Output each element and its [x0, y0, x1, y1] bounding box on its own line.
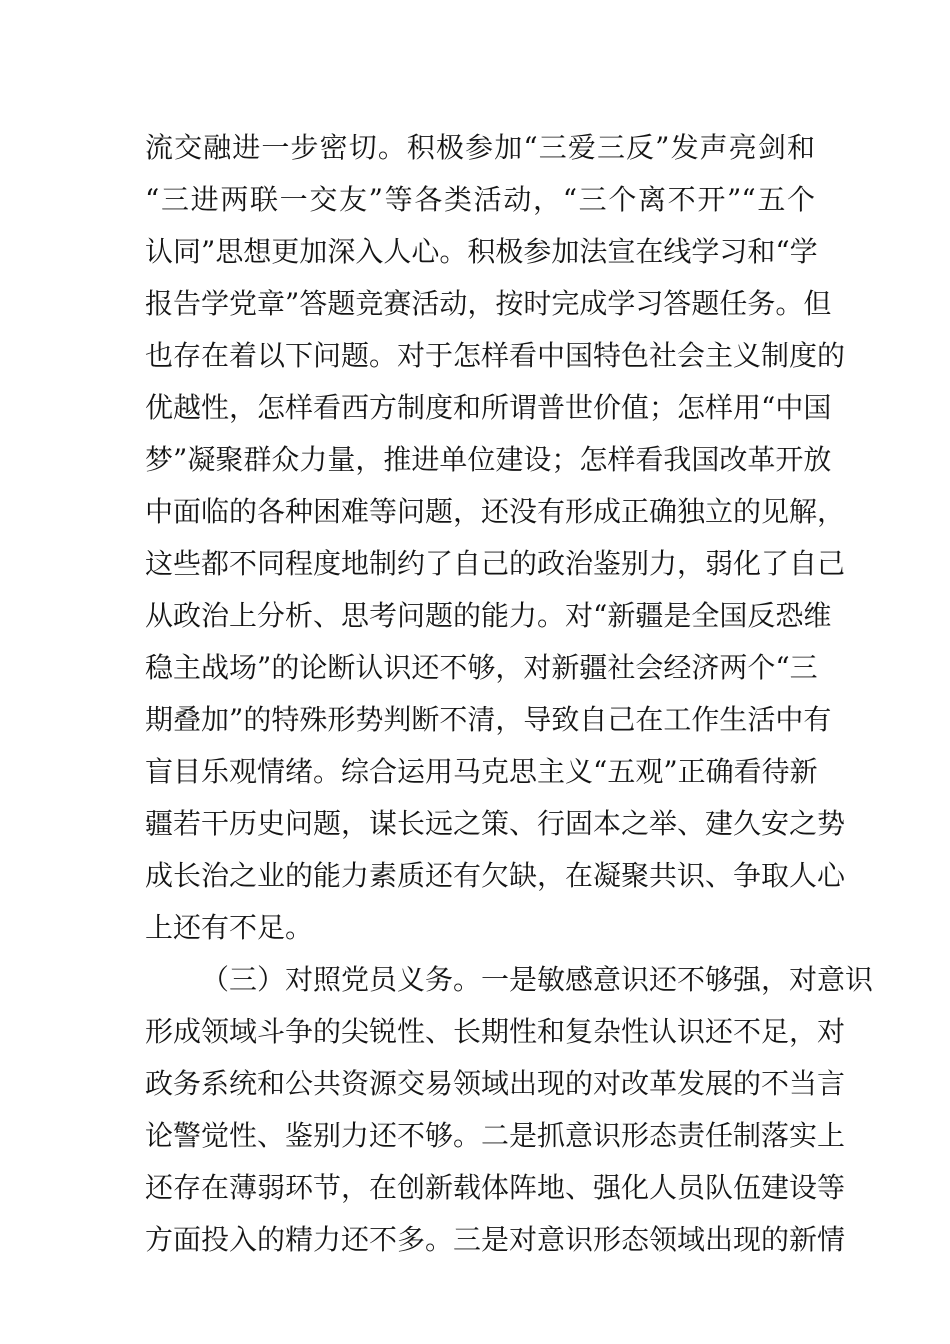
text-line: 论警觉性、鉴别力还不够。二是抓意识形态责任制落实上	[145, 1119, 846, 1152]
text-line: 这些都不同程度地制约了自己的政治鉴别力，弱化了自己	[145, 547, 846, 580]
text-line: 稳主战场”的论断认识还不够，对新疆社会经济两个“三	[145, 651, 818, 684]
text-line: 期叠加”的特殊形势判断不清，导致自己在工作生活中有	[145, 703, 832, 736]
text-line: 中面临的各种困难等问题，还没有形成正确独立的见解，	[145, 495, 846, 528]
text-line: 优越性，怎样看西方制度和所谓普世价值；怎样用“中国	[145, 391, 832, 424]
text-line: 流交融进一步密切。积极参加“三爱三反”发声亮剑和	[145, 131, 815, 164]
text-line: 上还有不足。	[145, 911, 314, 944]
text-line: 还存在薄弱环节，在创新载体阵地、强化人员队伍建设等	[145, 1171, 846, 1204]
text-line: 梦”凝聚群众力量，推进单位建设；怎样看我国改革开放	[145, 443, 832, 476]
text-line: 也存在着以下问题。对于怎样看中国特色社会主义制度的	[145, 339, 846, 372]
text-line: 盲目乐观情绪。综合运用马克思主义“五观”正确看待新	[145, 755, 818, 788]
text-line: 报告学党章”答题竞赛活动，按时完成学习答题任务。但	[145, 287, 832, 320]
text-line: 政务系统和公共资源交易领域出现的对改革发展的不当言	[145, 1067, 846, 1100]
text-line: 疆若干历史问题，谋长远之策、行固本之举、建久安之势	[145, 807, 846, 840]
text-line: 从政治上分析、思考问题的能力。对“新疆是全国反恐维	[145, 599, 832, 632]
text-line: “三进两联一交友”等各类活动，“三个离不开”“五个	[145, 183, 815, 216]
text-line: 方面投入的精力还不多。三是对意识形态领域出现的新情	[145, 1223, 846, 1256]
text-line: 认同”思想更加深入人心。积极参加法宣在线学习和“学	[145, 235, 818, 268]
text-line: 形成领域斗争的尖锐性、长期性和复杂性认识还不足，对	[145, 1015, 846, 1048]
section-heading-line: （三）对照党员义务。一是敏感意识还不够强，对意识	[201, 963, 874, 996]
text-line: 成长治之业的能力素质还有欠缺，在凝聚共识、争取人心	[145, 859, 846, 892]
